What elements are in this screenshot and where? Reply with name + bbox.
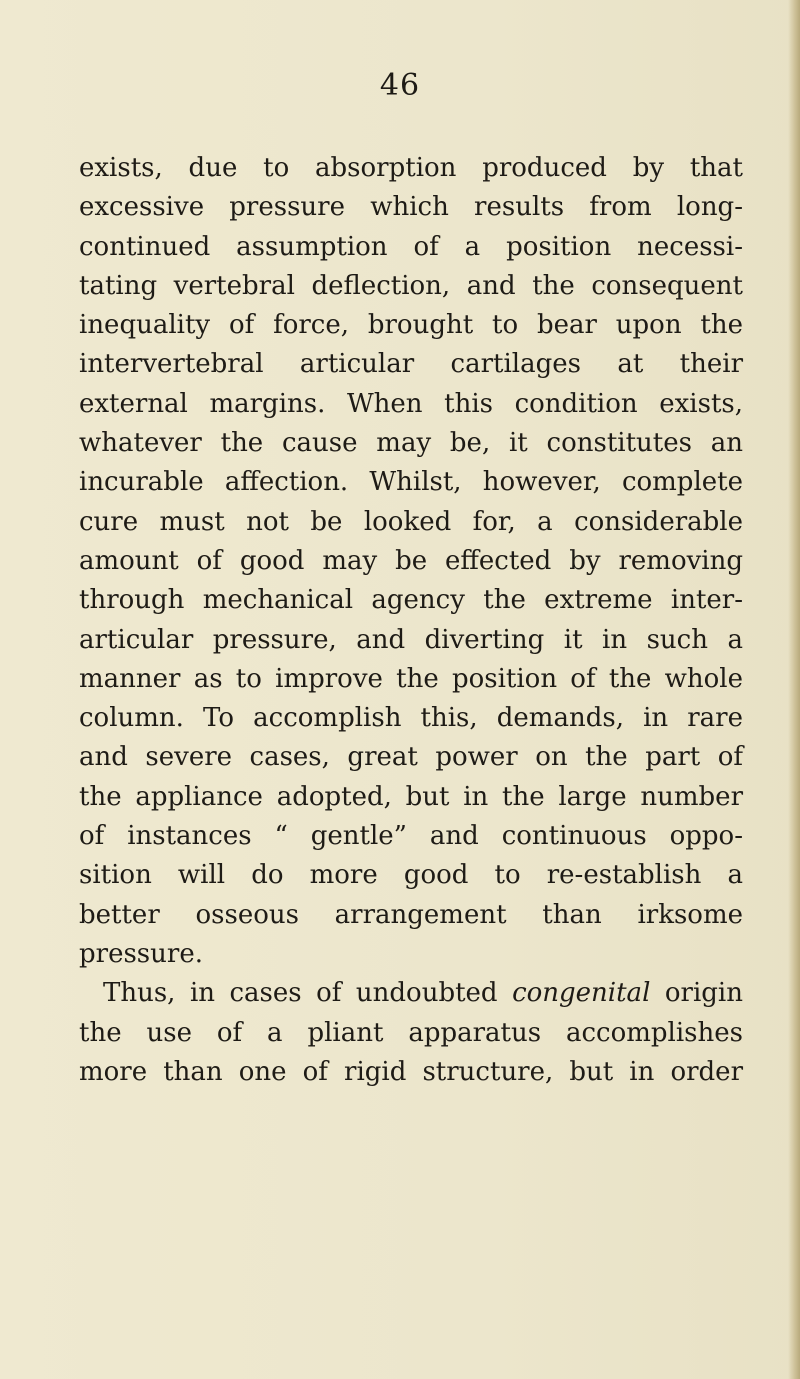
page-number: 46 xyxy=(379,68,421,103)
text-line: tating vertebral deflection, and the consequent xyxy=(79,270,743,301)
text-line: whatever the cause may be, it constitutes an xyxy=(79,428,743,459)
text-line xyxy=(79,974,743,1013)
text-line: amount of good may be effected by removing xyxy=(79,545,743,576)
text-line: the use of a pliant apparatus accomplishes xyxy=(79,1017,743,1048)
text-line: continued assumption of a position necessi- xyxy=(79,231,743,262)
text-line: sition will do more good to re-establish a xyxy=(79,860,743,891)
text-line: more than one of rigid structure, but in order xyxy=(79,1056,743,1087)
body-text xyxy=(79,149,743,1092)
paragraph-2 xyxy=(79,974,743,1092)
text-line: incurable affection. Whilst, however, complete xyxy=(79,467,743,498)
text-line: inequality of force, brought to bear upon the xyxy=(79,310,743,341)
paragraph-1 xyxy=(79,149,743,974)
text-line: articular pressure, and diverting it in such a xyxy=(79,624,743,655)
text-line: intervertebral articular cartilages at their xyxy=(79,349,743,380)
text-run: Thus, in cases of undoubted xyxy=(103,978,513,1009)
italic-term: congenital xyxy=(512,978,651,1009)
text-line: external margins. When this condition exists, xyxy=(79,388,743,419)
text-line: and severe cases, great power on the part of xyxy=(79,742,743,773)
text-line: of instances “ gentle” and continuous oppo- xyxy=(79,821,743,852)
text-line: exists, due to absorption produced by that xyxy=(79,153,743,183)
text-line: pressure. xyxy=(79,938,203,969)
page-edge-shadow xyxy=(788,0,800,1379)
text-line: the appliance adopted, but in the large number xyxy=(79,781,743,812)
text-run: origin xyxy=(650,978,743,1009)
text-line: better osseous arrangement than irksome xyxy=(79,899,743,930)
text-line: manner as to improve the position of the whole xyxy=(79,663,743,694)
text-line: through mechanical agency the extreme inter- xyxy=(79,585,743,616)
text-line: cure must not be looked for, a considerable xyxy=(79,506,743,537)
text-line: column. To accomplish this, demands, in rare xyxy=(79,703,743,734)
text-line: excessive pressure which results from long- xyxy=(79,192,743,223)
